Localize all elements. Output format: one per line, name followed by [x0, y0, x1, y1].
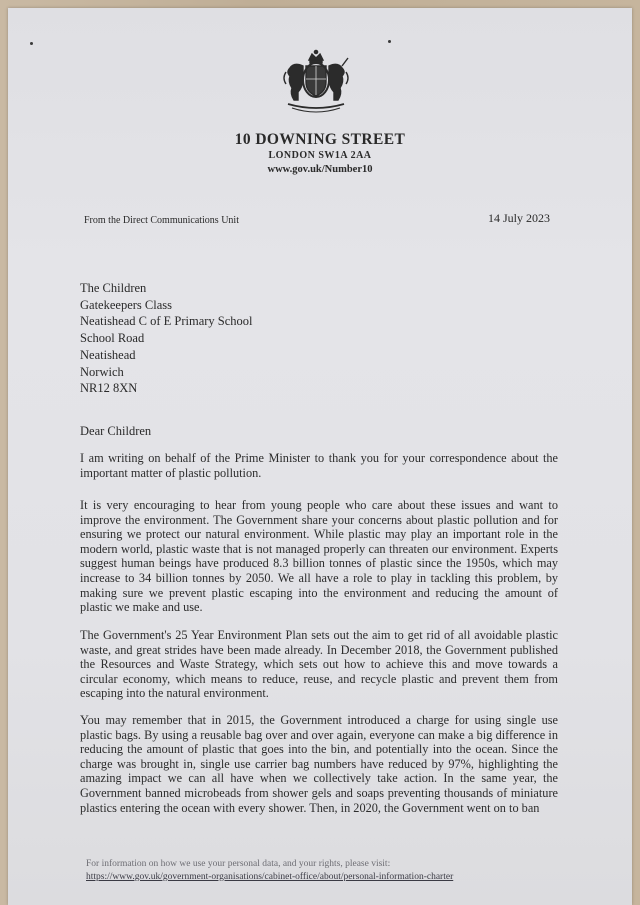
- body-paragraph: It is very encouraging to hear from young people who care about these issues and want to improve the environment. The Government share your concerns about plastic pollution and for ensuring we protect our natural environment. While plastic may play an important role in the modern world, plastic waste that is not managed properly can threaten our environment. Experts suggest human beings have produced 8.3 billion tonnes of plastic since the 1950s, which may increase to 34 billion tonnes by 2050. We all have a role to play in tackling this problem, by making sure we prevent plastic escaping into the environment and reducing the amount of plastic we make and use.: [80, 498, 558, 615]
- letterhead-title: 10 DOWNING STREET: [234, 131, 406, 148]
- recipient-address: [80, 280, 253, 397]
- royal-coat-of-arms-icon: [276, 48, 356, 118]
- body-paragraph: You may remember that in 2015, the Government introduced a charge for using single use plastic bags. By using a reusable bag over and over again, everyone can make a big difference in reducing the amount of plastic that goes into the bin, and potentially into the ocean. Since the charge was brought in, single use carrier bag numbers have reduced by 97%, highlighting the amazing impact we can all have when we collectively take action. In the same year, the Government banned microbeads from shower gels and soaps preventing thousands of miniature plastics entering the ocean with every shower. Then, in 2020, the Government went on to ban: [80, 713, 558, 815]
- address-line: Norwich: [80, 364, 124, 379]
- salutation: Dear Children: [80, 424, 152, 438]
- address-line: NR12 8XN: [80, 381, 138, 396]
- address-line: Neatishead: [80, 347, 136, 362]
- from-line: From the Direct Communications Unit: [84, 215, 239, 226]
- letterhead-city-postcode: LONDON SW1A 2AA: [268, 150, 372, 161]
- body-paragraph: The Government's 25 Year Environment Plan sets out the aim to get rid of all avoidable plastic waste, and great strides have been made already. In December 2018, the Government published the Resources and Waste Strategy, which sets out how to achieve this and move towards a circular economy, which means to reduce, reuse, and recycle plastic and prevent them from escaping into the natural environment.: [80, 628, 558, 701]
- address-line: The Children: [80, 281, 147, 295]
- address-line: School Road: [80, 331, 145, 346]
- footer-note: For information on how we use your personal data, and your rights, please visit:: [86, 859, 391, 869]
- privacy-charter-link[interactable]: https://www.gov.uk/government-organisations/cabinet-office/about/personal-information-charter: [86, 872, 454, 882]
- privacy-footer: [86, 858, 453, 884]
- punch-hole-mark: [30, 42, 33, 45]
- address-line: Neatishead C of E Primary School: [80, 314, 253, 329]
- letterhead-website: www.gov.uk/Number10: [267, 164, 373, 175]
- body-paragraph: I am writing on behalf of the Prime Minister to thank you for your correspondence about the important matter of plastic pollution.: [80, 451, 558, 480]
- address-line: Gatekeepers Class: [80, 297, 172, 312]
- punch-hole-mark: [388, 40, 391, 43]
- letter-date: 14 July 2023: [488, 211, 551, 225]
